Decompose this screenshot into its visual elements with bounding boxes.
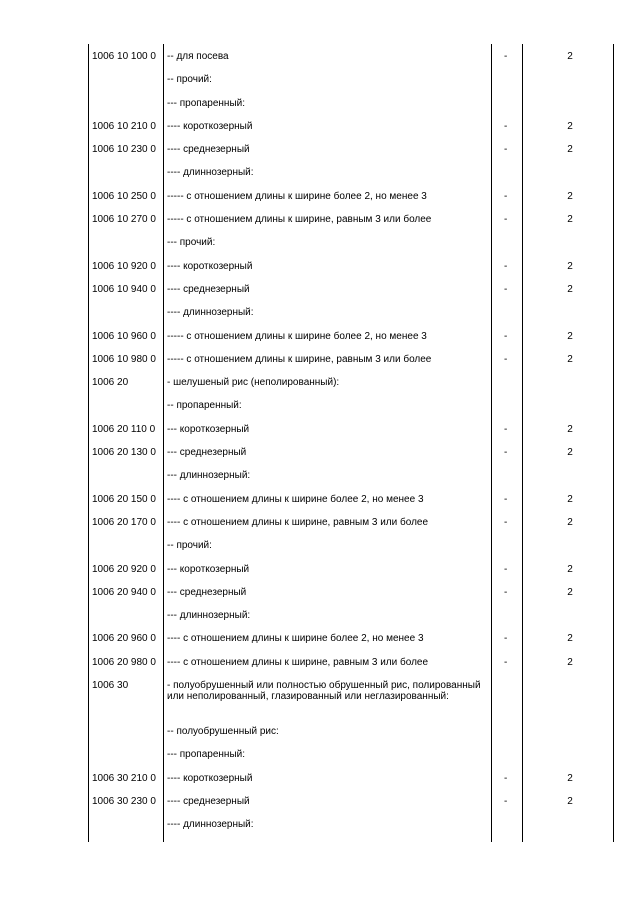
rate-cell: 2	[567, 516, 573, 528]
code-cell: 1006 20 150 0	[92, 493, 156, 505]
table-row	[0, 653, 640, 676]
rate-cell: 2	[567, 656, 573, 668]
duty-cell: -	[504, 190, 508, 202]
table-row	[0, 466, 640, 489]
table-row	[0, 163, 640, 186]
code-cell: 1006 10 270 0	[92, 214, 156, 226]
code-cell: 1006 10 940 0	[92, 283, 156, 295]
table-row	[0, 187, 640, 210]
duty-cell: -	[504, 120, 508, 132]
description-cell: -- прочий:	[167, 540, 212, 552]
duty-cell: -	[504, 563, 508, 575]
table-row	[0, 327, 640, 350]
table-row	[0, 513, 640, 536]
description-cell: -- для посева	[167, 51, 229, 62]
description-cell: ---- среднезерный	[167, 795, 250, 807]
table-row	[0, 140, 640, 163]
code-cell: 1006 30 210 0	[92, 772, 156, 784]
table-row	[0, 583, 640, 606]
description-cell: --- среднезерный	[167, 447, 247, 459]
table-row	[0, 47, 640, 70]
duty-cell: -	[504, 493, 508, 505]
code-cell: 1006 10 230 0	[92, 144, 156, 156]
duty-cell: -	[504, 214, 508, 226]
code-cell: 1006 20	[92, 377, 129, 389]
description-cell: ---- среднезерный	[167, 283, 250, 295]
description-cell: ----- с отношением длины к ширине, равным 3 или более	[167, 353, 432, 365]
rate-cell: 2	[567, 563, 573, 575]
description-cell: ---- с отношением длины к ширине более 2, но менее 3	[167, 633, 424, 645]
duty-cell: -	[504, 516, 508, 528]
rate-cell: 2	[567, 493, 573, 505]
description-cell: ----- с отношением длины к ширине, равным 3 или более	[167, 214, 432, 226]
code-cell: 1006 10 980 0	[92, 353, 156, 365]
description-cell: ---- с отношением длины к ширине, равным 3 или более	[167, 516, 429, 528]
rate-cell: 2	[567, 633, 573, 645]
rate-cell: 2	[567, 423, 573, 435]
rate-cell: 2	[567, 144, 573, 156]
tariff-table	[0, 47, 640, 839]
description-cell: ---- с отношением длины к ширине, равным 3 или более	[167, 656, 429, 668]
table-row	[0, 280, 640, 303]
description-cell: --- прочий:	[167, 237, 216, 249]
table-row	[0, 350, 640, 373]
code-cell: 1006 30	[92, 680, 129, 692]
table-row	[0, 443, 640, 466]
table-row	[0, 257, 640, 280]
rate-cell: 2	[567, 190, 573, 202]
table-row	[0, 560, 640, 583]
duty-cell: -	[504, 795, 508, 807]
description-cell: ----- с отношением длины к ширине более 2, но менее 3	[167, 330, 427, 342]
duty-cell: -	[504, 51, 508, 62]
description-cell: ---- короткозерный	[167, 260, 253, 272]
code-cell: 1006 20 170 0	[92, 516, 156, 528]
description-cell: ---- длиннозерный:	[167, 167, 254, 179]
description-cell: --- пропаренный:	[167, 97, 246, 109]
table-row	[0, 490, 640, 513]
table-row	[0, 676, 640, 722]
code-cell: 1006 10 960 0	[92, 330, 156, 342]
description-cell: ----- с отношением длины к ширине более 2, но менее 3	[167, 190, 427, 202]
rate-cell: 2	[567, 353, 573, 365]
duty-cell: -	[504, 447, 508, 459]
table-row	[0, 396, 640, 419]
rate-cell: 2	[567, 120, 573, 132]
code-cell: 1006 10 210 0	[92, 120, 156, 132]
table-row	[0, 722, 640, 745]
duty-cell: -	[504, 633, 508, 645]
description-cell: --- пропаренный:	[167, 749, 246, 761]
rate-cell: 2	[567, 795, 573, 807]
description-cell: --- короткозерный	[167, 423, 250, 435]
table-row	[0, 536, 640, 559]
rate-cell: 2	[567, 283, 573, 295]
table-row	[0, 745, 640, 768]
table-row	[0, 94, 640, 117]
table-row	[0, 303, 640, 326]
description-cell: ---- среднезерный	[167, 144, 250, 156]
code-cell: 1006 30 230 0	[92, 795, 156, 807]
duty-cell: -	[504, 586, 508, 598]
duty-cell: -	[504, 656, 508, 668]
rate-cell: 2	[567, 51, 573, 62]
description-cell: ---- короткозерный	[167, 772, 253, 784]
description-cell: --- длиннозерный:	[167, 610, 251, 622]
code-cell: 1006 10 920 0	[92, 260, 156, 272]
duty-cell: -	[504, 423, 508, 435]
rate-cell: 2	[567, 586, 573, 598]
table-row	[0, 373, 640, 396]
description-cell: ---- короткозерный	[167, 120, 253, 132]
description-cell: -- пропаренный:	[167, 400, 242, 412]
code-cell: 1006 20 980 0	[92, 656, 156, 668]
table-row	[0, 210, 640, 233]
table-row	[0, 606, 640, 629]
description-cell: - шелушеный рис (неполированный):	[167, 377, 340, 389]
description-cell: --- короткозерный	[167, 563, 250, 575]
table-row	[0, 792, 640, 815]
rate-cell: 2	[567, 772, 573, 784]
duty-cell: -	[504, 353, 508, 365]
code-cell: 1006 20 960 0	[92, 633, 156, 645]
rate-cell: 2	[567, 330, 573, 342]
description-cell: ---- длиннозерный:	[167, 307, 254, 319]
rate-cell: 2	[567, 447, 573, 459]
description-cell: ---- с отношением длины к ширине более 2, но менее 3	[167, 493, 424, 505]
code-cell: 1006 20 130 0	[92, 447, 156, 459]
duty-cell: -	[504, 260, 508, 272]
description-cell: --- среднезерный	[167, 586, 247, 598]
description-cell: - полуобрушенный или полностью обрушенный рис, полированный или неполированный, глазированный или неглазированный:	[167, 680, 481, 703]
table-row	[0, 233, 640, 256]
description-cell: -- полуобрушенный рис:	[167, 726, 279, 738]
code-cell: 1006 10 250 0	[92, 190, 156, 202]
table-row	[0, 629, 640, 652]
duty-cell: -	[504, 144, 508, 156]
duty-cell: -	[504, 772, 508, 784]
rate-cell: 2	[567, 214, 573, 226]
table-row	[0, 815, 640, 838]
table-row	[0, 70, 640, 93]
code-cell: 1006 10 100 0	[92, 51, 156, 62]
duty-cell: -	[504, 330, 508, 342]
table-row	[0, 769, 640, 792]
duty-cell: -	[504, 283, 508, 295]
table-row	[0, 117, 640, 140]
description-cell: --- длиннозерный:	[167, 470, 251, 482]
code-cell: 1006 20 940 0	[92, 586, 156, 598]
table-row	[0, 420, 640, 443]
description-cell: -- прочий:	[167, 74, 212, 86]
code-cell: 1006 20 110 0	[92, 423, 156, 435]
code-cell: 1006 20 920 0	[92, 563, 156, 575]
rate-cell: 2	[567, 260, 573, 272]
description-cell: ---- длиннозерный:	[167, 819, 254, 831]
